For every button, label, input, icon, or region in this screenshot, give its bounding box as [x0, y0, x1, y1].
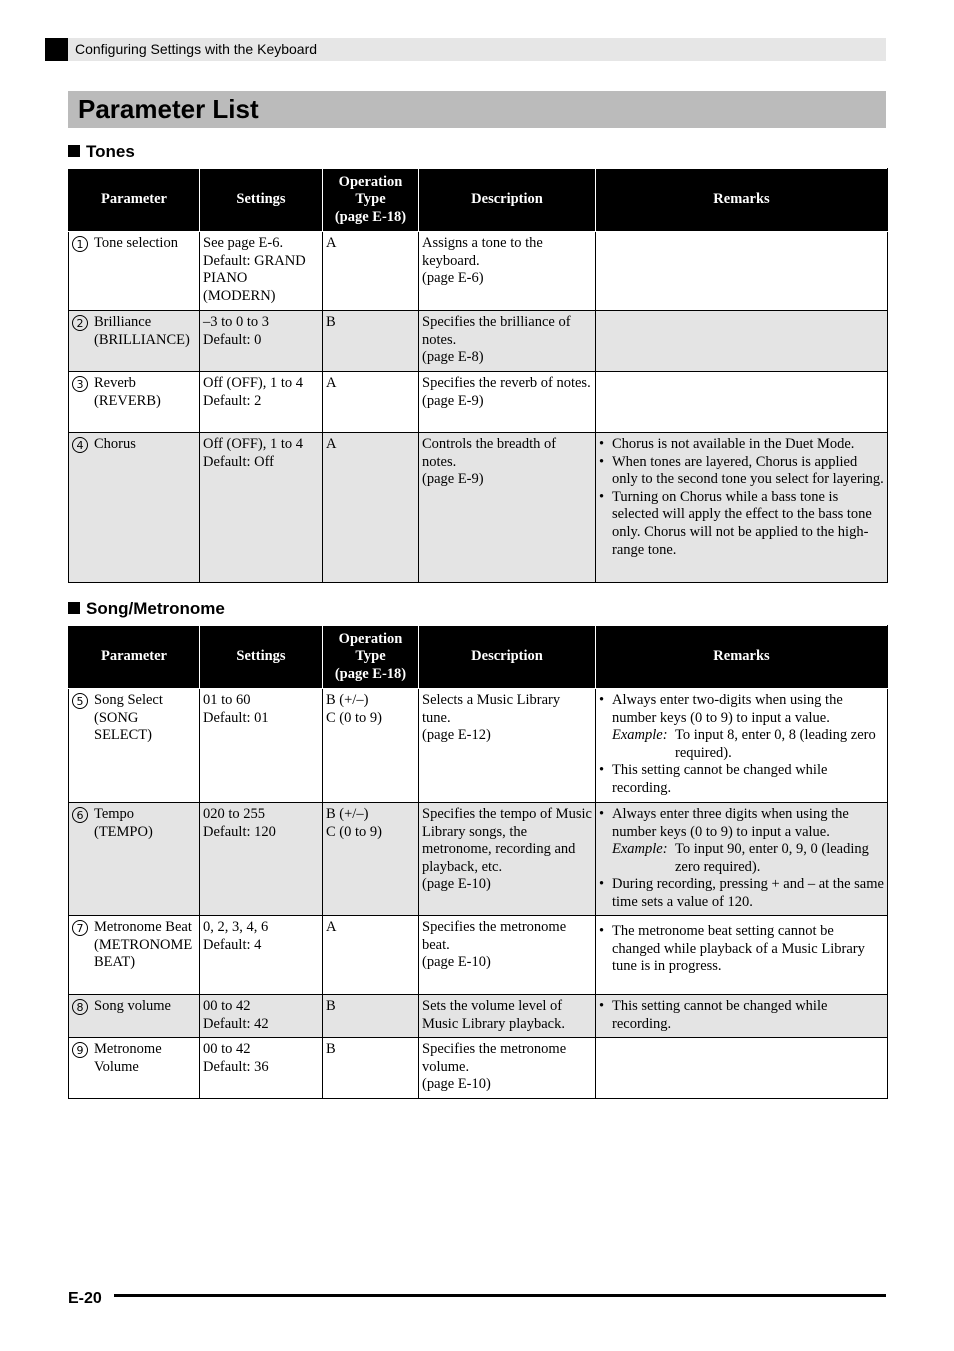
remark-item: • When tones are layered, Chorus is applied only to the second tone you select for layering.	[599, 454, 884, 489]
remarks-cell	[596, 803, 888, 916]
operation-type-line: B (+/–)	[326, 806, 369, 822]
settings-cell	[200, 1038, 323, 1099]
settings-line: Default: GRAND PIANO (MODERN)	[203, 252, 306, 304]
settings-line: 00 to 42	[203, 1041, 251, 1057]
remarks-cell	[596, 995, 888, 1038]
page-number: E-20	[68, 1290, 102, 1307]
settings-line: Default: 120	[203, 823, 276, 840]
settings-line: Default: 4	[203, 936, 262, 953]
circled-number-icon: 7	[72, 920, 88, 936]
square-bullet-icon	[68, 145, 80, 157]
remarks-cell	[596, 311, 888, 372]
settings-line: 0, 2, 3, 4, 6	[203, 919, 269, 935]
col-remarks: Remarks	[596, 626, 888, 689]
example-text: To input 8, enter 0, 8 (leading zero required).	[675, 727, 876, 761]
settings-cell	[200, 689, 323, 803]
description-line: (page E-9)	[422, 471, 484, 488]
description-line: (page E-9)	[422, 392, 484, 409]
table-row	[69, 372, 888, 433]
col-description: Description	[419, 169, 596, 232]
description-line: Specifies the metronome volume.	[422, 1041, 567, 1075]
operation-type-line: A	[326, 436, 337, 452]
description-line: (page E-6)	[422, 270, 484, 287]
operation-type-line: C (0 to 9)	[326, 709, 382, 726]
circled-number-icon: 8	[72, 999, 88, 1015]
remark-item: • Always enter two-digits when using the number keys (0 to 9) to input a value. Example: To input 8, enter 0, 8 (leading zero required).	[599, 692, 884, 762]
col-operation-type: Operation Type (page E-18)	[323, 169, 419, 232]
settings-line: Default: 36	[203, 1058, 269, 1075]
parameter-name: Metronome Volume	[94, 1041, 162, 1075]
parameter-cell	[69, 916, 200, 995]
operation-type-cell	[323, 232, 419, 311]
description-line: Assigns a tone to the keyboard.	[422, 235, 543, 269]
description-cell	[419, 372, 596, 433]
circled-number-icon: 9	[72, 1042, 88, 1058]
settings-cell	[200, 372, 323, 433]
song-metronome-heading	[68, 599, 225, 619]
settings-cell	[200, 916, 323, 995]
example-text: To input 90, enter 0, 9, 0 (leading zero required).	[675, 841, 869, 875]
table-row	[69, 232, 888, 311]
settings-line: Default: 0	[203, 331, 262, 348]
table-row	[69, 1038, 888, 1099]
operation-type-cell	[323, 311, 419, 372]
description-line: Specifies the brilliance of notes.	[422, 314, 571, 348]
settings-line: 00 to 42	[203, 998, 251, 1014]
footer-rule	[114, 1294, 886, 1297]
settings-line: 01 to 60	[203, 692, 251, 708]
parameter-name: Reverb (REVERB)	[94, 375, 161, 409]
settings-line: Off (OFF), 1 to 4	[203, 375, 304, 391]
settings-cell	[200, 232, 323, 311]
operation-type-line: C (0 to 9)	[326, 823, 382, 840]
parameter-name: Metronome Beat (METRONOME BEAT)	[94, 919, 193, 971]
remark-item: • Always enter three digits when using the number keys (0 to 9) to input a value. Example: To input 90, enter 0, 9, 0 (leading zero required).	[599, 806, 884, 876]
settings-line: –3 to 0 to 3	[203, 314, 270, 330]
table-row	[69, 995, 888, 1038]
description-cell	[419, 311, 596, 372]
operation-type-cell	[323, 916, 419, 995]
remarks-cell	[596, 689, 888, 803]
circled-number-icon: 6	[72, 807, 88, 823]
operation-type-cell	[323, 1038, 419, 1099]
parameter-name: Tempo (TEMPO)	[94, 806, 153, 840]
operation-type-cell	[323, 995, 419, 1038]
remarks-list	[599, 692, 884, 798]
description-line: Specifies the metronome beat.	[422, 919, 567, 953]
settings-cell	[200, 433, 323, 583]
remarks-cell	[596, 433, 888, 583]
settings-line: 020 to 255	[203, 806, 266, 822]
col-description: Description	[419, 626, 596, 689]
col-settings: Settings	[200, 626, 323, 689]
parameter-cell	[69, 232, 200, 311]
header-section-title: Configuring Settings with the Keyboard	[75, 41, 318, 57]
example-label: Example:	[612, 841, 668, 858]
description-cell	[419, 803, 596, 916]
description-line: (page E-10)	[422, 954, 491, 971]
settings-line: Off (OFF), 1 to 4	[203, 436, 304, 452]
col-operation-type: Operation Type (page E-18)	[323, 626, 419, 689]
description-cell	[419, 995, 596, 1038]
parameter-name: Chorus	[94, 436, 136, 452]
operation-type-line: A	[326, 235, 337, 251]
parameter-cell	[69, 1038, 200, 1099]
operation-type-cell	[323, 689, 419, 803]
description-line: (page E-8)	[422, 349, 484, 366]
parameter-cell	[69, 803, 200, 916]
description-line: (page E-10)	[422, 1076, 491, 1093]
circled-number-icon: 3	[72, 376, 88, 392]
example-line	[612, 841, 884, 876]
tones-heading-label: Tones	[86, 142, 135, 161]
song-header-row	[69, 626, 888, 689]
operation-type-line: B	[326, 1041, 336, 1057]
remark-item: • This setting cannot be changed while recording.	[599, 998, 884, 1033]
settings-line: Default: 2	[203, 392, 262, 409]
running-header	[45, 38, 886, 61]
operation-type-cell	[323, 372, 419, 433]
description-line: Sets the volume level of Music Library playback.	[422, 998, 565, 1032]
parameter-cell	[69, 311, 200, 372]
settings-line: Default: Off	[203, 453, 274, 470]
col-remarks: Remarks	[596, 169, 888, 232]
tones-table	[68, 168, 888, 583]
operation-type-line: B	[326, 998, 336, 1014]
page-title: Parameter List	[78, 94, 259, 124]
table-row	[69, 803, 888, 916]
parameter-name: Tone selection	[94, 235, 178, 251]
settings-line: See page E-6.	[203, 235, 284, 251]
operation-type-line: A	[326, 375, 337, 391]
description-cell	[419, 689, 596, 803]
description-cell	[419, 232, 596, 311]
parameter-cell	[69, 689, 200, 803]
remarks-list	[599, 923, 884, 976]
remark-item: • During recording, pressing + and – at the same time sets a value of 120.	[599, 876, 884, 911]
operation-type-cell	[323, 803, 419, 916]
table-row	[69, 311, 888, 372]
description-line: Controls the breadth of notes.	[422, 436, 557, 470]
song-metronome-heading-label: Song/Metronome	[86, 599, 225, 618]
remark-item: • This setting cannot be changed while recording.	[599, 762, 884, 797]
col-parameter: Parameter	[69, 626, 200, 689]
remarks-cell	[596, 916, 888, 995]
parameter-name: Song Select (SONG SELECT)	[94, 692, 163, 744]
parameter-cell	[69, 995, 200, 1038]
operation-type-line: A	[326, 919, 337, 935]
description-line: Selects a Music Library tune.	[422, 692, 561, 726]
example-label: Example:	[612, 727, 668, 744]
operation-type-line: B	[326, 314, 336, 330]
title-banner	[68, 91, 886, 128]
settings-line: Default: 01	[203, 709, 269, 726]
settings-line: Default: 42	[203, 1015, 269, 1032]
square-bullet-icon	[68, 602, 80, 614]
remark-item: • Turning on Chorus while a bass tone is selected will apply the effect to the bass tone only. Chorus will not be applied to the high-range tone.	[599, 489, 884, 559]
parameter-cell	[69, 433, 200, 583]
parameter-name: Brilliance (BRILLIANCE)	[94, 314, 190, 348]
description-cell	[419, 1038, 596, 1099]
tones-header-row	[69, 169, 888, 232]
col-parameter: Parameter	[69, 169, 200, 232]
operation-type-cell	[323, 433, 419, 583]
remarks-list	[599, 998, 884, 1033]
remark-item: • Chorus is not available in the Duet Mode.	[599, 436, 884, 454]
tones-heading	[68, 142, 135, 162]
description-line: Specifies the tempo of Music Library songs, the metronome, recording and playback, etc.	[422, 806, 592, 875]
remark-item: • The metronome beat setting cannot be changed while playback of a Music Library tune is in progress.	[599, 923, 884, 976]
circled-number-icon: 2	[72, 315, 88, 331]
remarks-cell	[596, 1038, 888, 1099]
circled-number-icon: 1	[72, 236, 88, 252]
settings-cell	[200, 803, 323, 916]
description-cell	[419, 916, 596, 995]
remarks-cell	[596, 232, 888, 311]
circled-number-icon: 4	[72, 437, 88, 453]
example-line	[612, 727, 884, 762]
table-row	[69, 916, 888, 995]
description-line: Specifies the reverb of notes.	[422, 375, 591, 391]
remarks-list	[599, 806, 884, 912]
header-marker	[45, 38, 68, 61]
remarks-cell	[596, 372, 888, 433]
col-settings: Settings	[200, 169, 323, 232]
settings-cell	[200, 995, 323, 1038]
circled-number-icon: 5	[72, 693, 88, 709]
song-metronome-table	[68, 625, 888, 1099]
operation-type-line: B (+/–)	[326, 692, 369, 708]
parameter-name: Song volume	[94, 998, 171, 1014]
settings-cell	[200, 311, 323, 372]
description-line: (page E-12)	[422, 727, 491, 744]
parameter-cell	[69, 372, 200, 433]
table-row	[69, 433, 888, 583]
description-line: (page E-10)	[422, 876, 491, 893]
description-cell	[419, 433, 596, 583]
remarks-list	[599, 436, 884, 559]
table-row	[69, 689, 888, 803]
